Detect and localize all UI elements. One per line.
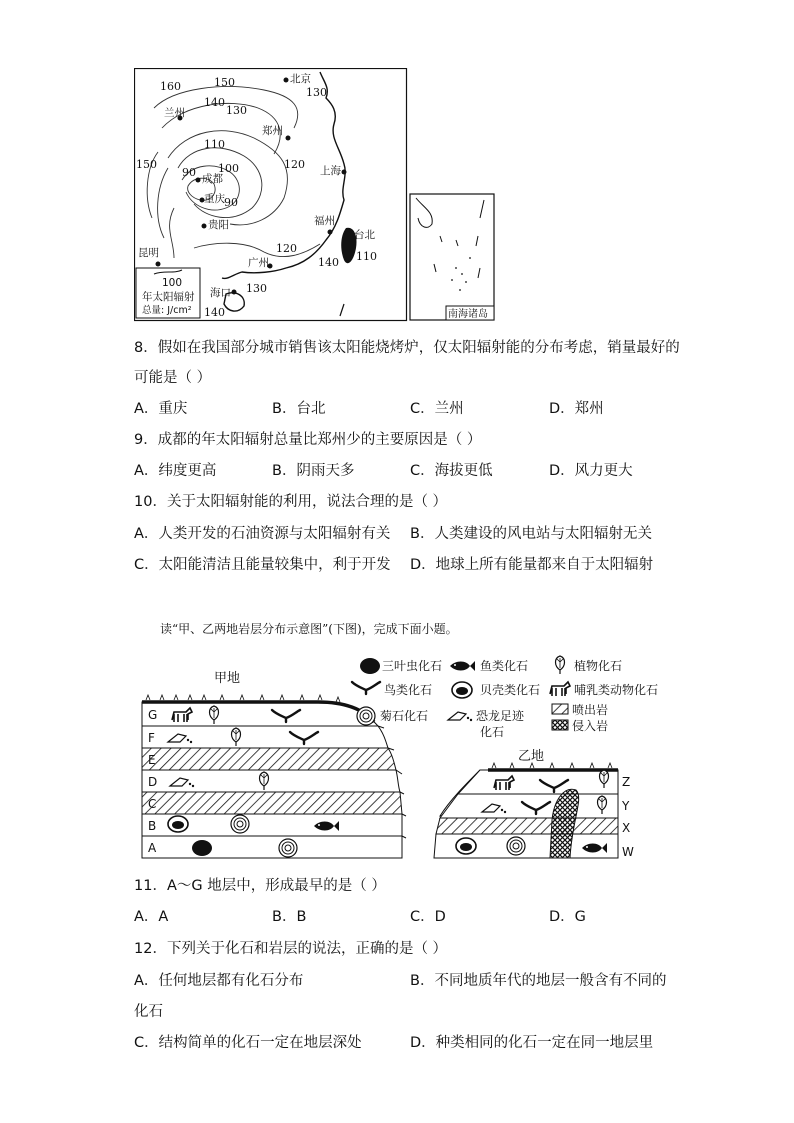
city-label: 兰州 bbox=[164, 107, 185, 119]
q11-option-c[interactable]: C．D bbox=[410, 909, 446, 925]
q12-option-a[interactable]: A．任何地层都有化石分布 bbox=[134, 973, 304, 989]
city-label: 台北 bbox=[354, 229, 375, 241]
isoline-label: 90 bbox=[224, 196, 238, 209]
legend-mammal: 哺乳类动物化石 bbox=[574, 683, 659, 697]
legend-fish: 鱼类化石 bbox=[480, 659, 529, 673]
city-label: 重庆 bbox=[204, 193, 225, 205]
q11-option-d[interactable]: D．G bbox=[549, 909, 586, 925]
isoline-label: 140 bbox=[318, 256, 339, 269]
q9-option-a[interactable]: A．纬度更高 bbox=[134, 463, 217, 479]
isoline-label: 130 bbox=[306, 86, 327, 99]
layer-label-C: C bbox=[148, 797, 157, 811]
isoline-label: 130 bbox=[226, 104, 247, 117]
isoline-label: 100 bbox=[218, 162, 239, 175]
isoline-label: 90 bbox=[182, 166, 196, 179]
q9-option-d[interactable]: D．风力更大 bbox=[549, 463, 633, 479]
city-label: 海口 bbox=[210, 287, 231, 299]
isoline-label: 160 bbox=[160, 80, 181, 93]
q8-option-c[interactable]: C．兰州 bbox=[410, 401, 464, 417]
q10-option-c[interactable]: C．太阳能清洁且能量较集中，利于开发 bbox=[134, 557, 391, 573]
layer-label-Y: Y bbox=[622, 799, 630, 813]
question-8-stem-line2: 可能是（ ） bbox=[134, 370, 212, 386]
isoline-label: 140 bbox=[204, 306, 225, 319]
layer-label-E: E bbox=[148, 753, 156, 767]
isoline-label: 130 bbox=[246, 282, 267, 295]
inset-label: 南海诸岛 bbox=[448, 309, 488, 320]
legend-dinosaur-track-2: 化石 bbox=[480, 725, 505, 739]
city-label: 广州 bbox=[248, 257, 269, 269]
q10-option-a[interactable]: A．人类开发的石油资源与太阳辐射有关 bbox=[134, 526, 391, 542]
isoline-label: 120 bbox=[276, 242, 297, 255]
legend-extrusive-rock: 喷出岩 bbox=[572, 703, 609, 717]
isoline-label: 140 bbox=[204, 96, 225, 109]
city-label: 上海 bbox=[320, 165, 341, 177]
question-8-stem-line1: 8．假如在我国部分城市销售该太阳能烧烤炉，仅太阳辐射能的分布考虑，销量最好的 bbox=[134, 340, 680, 356]
isoline-label: 150 bbox=[136, 158, 157, 171]
q10-option-b[interactable]: B．人类建设的风电站与太阳辐射无关 bbox=[410, 526, 652, 542]
q10-option-d[interactable]: D．地球上所有能量都来自于太阳辐射 bbox=[410, 557, 654, 573]
city-label: 贵阳 bbox=[208, 219, 229, 231]
isoline-label: 120 bbox=[284, 158, 305, 171]
question-10-stem: 10．关于太阳辐射能的利用，说法合理的是（ ） bbox=[134, 494, 448, 510]
rock-strata-diagram bbox=[140, 650, 680, 864]
legend-dinosaur-track: 恐龙足迹 bbox=[476, 709, 525, 723]
layer-label-F: F bbox=[148, 731, 155, 745]
site-b-label: 乙地 bbox=[518, 749, 545, 764]
q11-option-a[interactable]: A．A bbox=[134, 909, 169, 925]
layer-label-G: G bbox=[148, 708, 158, 722]
q11-option-b[interactable]: B．B bbox=[272, 909, 307, 925]
strata-intro: 读“甲、乙两地岩层分布示意图”(下图)，完成下面小题。 bbox=[160, 622, 458, 636]
isoline-label: 150 bbox=[214, 76, 235, 89]
legend-bird: 鸟类化石 bbox=[384, 683, 433, 697]
layer-label-W: W bbox=[622, 845, 634, 859]
layer-label-X: X bbox=[622, 821, 631, 835]
legend-trilobite: 三叶虫化石 bbox=[382, 659, 443, 673]
site-a-label: 甲地 bbox=[214, 671, 241, 686]
layer-label-Z: Z bbox=[622, 775, 631, 789]
legend-unit: 总量: J/cm² bbox=[142, 305, 192, 316]
fossil-legend bbox=[352, 656, 658, 739]
legend-title: 年太阳辐射 bbox=[142, 291, 195, 303]
layer-label-D: D bbox=[148, 775, 158, 789]
city-label: 北京 bbox=[290, 73, 311, 85]
q12-option-d[interactable]: D．种类相同的化石一定在同一地层里 bbox=[410, 1035, 654, 1051]
legend-intrusive-rock: 侵入岩 bbox=[572, 719, 609, 733]
city-label: 郑州 bbox=[262, 125, 283, 137]
layer-label-B: B bbox=[148, 819, 157, 833]
legend-plant: 植物化石 bbox=[574, 659, 623, 673]
question-12-stem: 12．下列关于化石和岩层的说法，正确的是（ ） bbox=[134, 941, 448, 957]
isoline-label: 110 bbox=[204, 138, 225, 151]
city-label: 福州 bbox=[314, 215, 335, 227]
question-11-stem: 11．A～G 地层中，形成最早的是（ ） bbox=[134, 878, 386, 894]
city-label: 成都 bbox=[202, 173, 223, 185]
legend-shell: 贝壳类化石 bbox=[480, 683, 541, 697]
q12-option-b[interactable]: B．不同地质年代的地层一般含有不同的 bbox=[410, 973, 667, 989]
q12-option-b-cont: 化石 bbox=[134, 1004, 163, 1020]
isoline-label: 110 bbox=[356, 250, 377, 263]
q9-option-c[interactable]: C．海拔更低 bbox=[410, 463, 493, 479]
legend-value: 100 bbox=[162, 277, 183, 289]
q8-option-d[interactable]: D．郑州 bbox=[549, 401, 604, 417]
city-label: 昆明 bbox=[138, 247, 159, 259]
q8-option-a[interactable]: A．重庆 bbox=[134, 401, 188, 417]
q12-option-c[interactable]: C．结构简单的化石一定在地层深处 bbox=[134, 1035, 362, 1051]
q9-option-b[interactable]: B．阴雨天多 bbox=[272, 463, 355, 479]
legend-ammonite: 菊石化石 bbox=[380, 709, 429, 723]
question-9-stem: 9．成都的年太阳辐射总量比郑州少的主要原因是（ ） bbox=[134, 432, 482, 448]
layer-label-A: A bbox=[148, 841, 157, 855]
solar-radiation-map bbox=[134, 68, 498, 322]
q8-option-b[interactable]: B．台北 bbox=[272, 401, 326, 417]
